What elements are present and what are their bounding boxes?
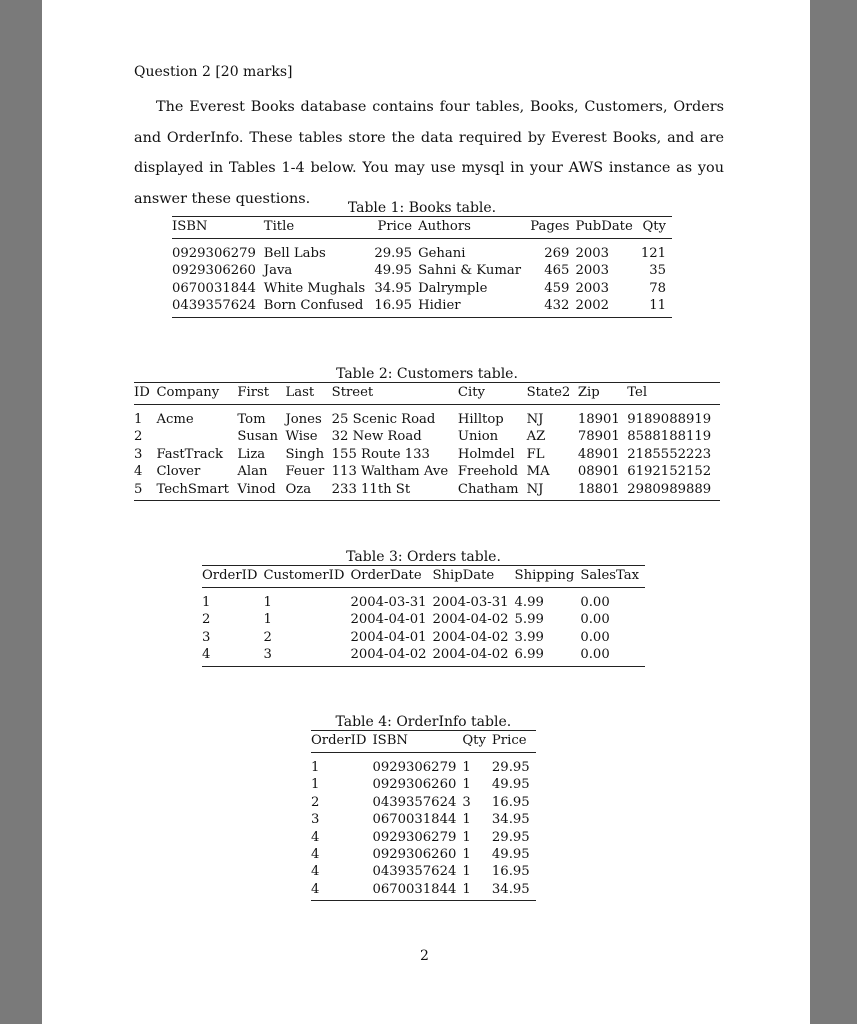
customers-table — [134, 366, 720, 501]
customers-cell — [156, 428, 237, 445]
customers-cell: Oza — [285, 481, 331, 501]
orderinfo-cell: 16.95 — [491, 794, 530, 810]
orders-cell: 6.99 — [515, 646, 581, 666]
customers-column-header: Last — [285, 383, 331, 405]
customers-cell: Liza — [237, 446, 266, 462]
customers-cell: 3 — [134, 446, 143, 462]
orderinfo-table-row — [311, 829, 536, 846]
customers-cell: Singh — [285, 446, 325, 462]
customers-cell: 1 — [134, 412, 143, 427]
orderinfo-cell: 0929306279 — [372, 829, 457, 845]
books-cell: 2003 — [575, 246, 609, 261]
books-cell: 269 — [544, 246, 570, 261]
books-cell: 2003 — [575, 263, 609, 279]
orderinfo-cell: 1 — [311, 760, 320, 775]
books-cell: White Mughals — [263, 280, 366, 296]
orders-cell: 5.99 — [514, 612, 544, 628]
orders-cell: 1 — [263, 612, 272, 628]
orderinfo-column-header: ISBN — [372, 731, 462, 753]
orderinfo-cell: 1 — [462, 829, 471, 845]
orderinfo-table-row — [311, 811, 536, 828]
customers-cell: 08901 — [577, 464, 620, 480]
orderinfo-column-header: Price — [492, 731, 536, 753]
orderinfo-cell: 29.95 — [491, 829, 530, 845]
orders-column-header: SalesTax — [580, 566, 645, 588]
orderinfo-table-row — [311, 753, 536, 777]
books-table — [172, 200, 672, 318]
orders-cell: 3 — [263, 646, 350, 666]
books-column-header: Title — [264, 217, 374, 239]
books-cell: 34.95 — [374, 280, 413, 296]
books-column-header: Price — [373, 217, 418, 239]
orderinfo-cell: 0439357624 — [372, 864, 457, 880]
orderinfo-table-caption: Table 4: OrderInfo table. — [335, 714, 512, 730]
orderinfo-cell: 1 — [462, 847, 471, 863]
orders-cell: 1 — [202, 595, 211, 610]
orders-cell: 0.00 — [580, 629, 610, 645]
books-column-header: PubDate — [575, 217, 640, 239]
customers-cell: Jones — [285, 412, 322, 427]
customers-cell: AZ — [526, 429, 546, 445]
customers-cell: FastTrack — [156, 446, 223, 462]
customers-table-row — [134, 446, 720, 463]
orders-cell: 4 — [202, 646, 263, 666]
orderinfo-table-row — [311, 881, 536, 901]
orders-column-header: ShipDate — [433, 566, 515, 588]
books-cell: 29.95 — [374, 246, 413, 261]
orders-table-row — [202, 629, 645, 646]
orderinfo-table-row — [311, 863, 536, 880]
customers-cell: Hilltop — [457, 412, 504, 427]
customers-cell: 9189088919 — [627, 412, 712, 427]
orders-column-header: CustomerID — [263, 566, 350, 588]
books-cell: 78 — [649, 280, 666, 296]
orders-table — [202, 549, 645, 667]
orders-cell: 0.00 — [580, 646, 645, 666]
books-cell: 35 — [649, 263, 666, 279]
orderinfo-cell: 1 — [462, 881, 492, 901]
books-column-header: Qty — [640, 217, 672, 239]
orders-cell: 2004-04-01 — [350, 612, 427, 628]
books-cell: Born Confused — [264, 297, 374, 317]
books-cell: 0439357624 — [172, 297, 264, 317]
orders-cell: 1 — [263, 595, 272, 610]
books-cell: 49.95 — [374, 263, 413, 279]
customers-cell: 4 — [134, 464, 143, 480]
customers-cell: 113 Waltham Ave — [331, 464, 449, 480]
customers-cell: Acme — [156, 412, 194, 427]
orders-cell: 2 — [202, 612, 211, 628]
orderinfo-cell: 1 — [462, 864, 471, 880]
orderinfo-cell: 0670031844 — [372, 812, 457, 828]
books-cell: 121 — [640, 246, 666, 261]
customers-cell: NJ — [526, 412, 544, 427]
books-table-caption: Table 1: Books table. — [347, 200, 497, 216]
customers-cell: FL — [526, 446, 545, 462]
orders-cell: 2004-04-02 — [433, 646, 515, 666]
customers-cell: 48901 — [577, 446, 620, 462]
books-cell: 465 — [544, 263, 570, 279]
question-heading: Question 2 [20 marks] — [134, 64, 293, 80]
orderinfo-column-header: Qty — [462, 731, 492, 753]
books-column-header: Authors — [418, 217, 529, 239]
orders-cell: 2004-04-02 — [432, 612, 509, 628]
orderinfo-cell: 0929306260 — [372, 777, 457, 793]
orderinfo-cell: 29.95 — [491, 760, 530, 775]
customers-column-header: State2 — [527, 383, 578, 405]
orderinfo-cell: 4 — [311, 881, 372, 901]
orders-table-row — [202, 611, 645, 628]
customers-cell: 155 Route 133 — [331, 446, 430, 462]
orders-table-row — [202, 588, 645, 612]
orders-cell: 0.00 — [580, 612, 610, 628]
books-cell: Gehani — [418, 246, 466, 261]
document-page — [42, 0, 810, 1024]
books-cell: 2002 — [575, 297, 640, 317]
orderinfo-cell: 0670031844 — [372, 881, 462, 901]
orders-cell: 2004-03-31 — [350, 595, 427, 610]
orderinfo-cell: 4 — [311, 864, 320, 880]
customers-cell: 2 — [134, 429, 143, 445]
books-cell: Dalrymple — [418, 280, 488, 296]
orders-cell: 0.00 — [580, 595, 610, 610]
customers-cell: Alan — [237, 464, 268, 480]
customers-column-header: City — [458, 383, 527, 405]
customers-column-header: First — [237, 383, 285, 405]
orderinfo-cell: 4 — [311, 829, 320, 845]
customers-cell: Holmdel — [457, 446, 515, 462]
orders-column-header: OrderDate — [350, 566, 432, 588]
orders-cell: 2 — [263, 629, 272, 645]
orders-cell: 3.99 — [514, 629, 544, 645]
intro-paragraph — [134, 92, 724, 214]
orderinfo-cell: 1 — [462, 777, 471, 793]
customers-cell: 2980989889 — [627, 481, 720, 501]
books-table-row — [172, 297, 672, 317]
orderinfo-cell: 0929306260 — [372, 847, 457, 863]
customers-cell: 8588188119 — [627, 429, 712, 445]
customers-table-row — [134, 463, 720, 480]
orderinfo-cell: 3 — [311, 812, 320, 828]
books-cell: 459 — [544, 280, 570, 296]
customers-cell: 233 11th St — [332, 481, 458, 501]
books-cell: 2003 — [575, 280, 609, 296]
orderinfo-table-row — [311, 794, 536, 811]
books-cell: 0929306279 — [172, 246, 256, 261]
books-table-row — [172, 280, 672, 297]
customers-table-caption: Table 2: Customers table. — [336, 366, 518, 382]
customers-table-row — [134, 428, 720, 445]
customers-table-row — [134, 405, 720, 429]
orders-column-header: OrderID — [202, 566, 263, 588]
orderinfo-table — [311, 714, 536, 901]
customers-cell: NJ — [527, 481, 578, 501]
books-cell: 11 — [640, 297, 672, 317]
books-table-row — [172, 239, 672, 263]
customers-cell: Union — [457, 429, 499, 445]
orderinfo-cell: 0929306279 — [372, 760, 457, 775]
customers-cell: TechSmart — [156, 481, 237, 501]
books-cell: 0670031844 — [172, 280, 256, 296]
orders-cell: 2004-03-31 — [432, 595, 509, 610]
customers-cell: Chatham — [458, 481, 527, 501]
customers-cell: 18901 — [577, 412, 620, 427]
orderinfo-cell: 2 — [311, 794, 320, 810]
customers-cell: Wise — [285, 429, 318, 445]
orderinfo-cell: 1 — [462, 812, 471, 828]
orders-cell: 4.99 — [514, 595, 544, 610]
customers-cell: Tom — [237, 412, 266, 427]
orders-cell: 2004-04-02 — [350, 646, 432, 666]
customers-cell: 6192152152 — [627, 464, 712, 480]
customers-column-header: Zip — [578, 383, 627, 405]
customers-cell: 2185552223 — [627, 446, 712, 462]
orderinfo-cell: 3 — [462, 794, 471, 810]
orders-cell: 2004-04-02 — [432, 629, 509, 645]
customers-table-row — [134, 481, 720, 501]
customers-cell: MA — [526, 464, 550, 480]
books-cell: Hidier — [418, 297, 529, 317]
customers-cell: Vinod — [237, 481, 285, 501]
orders-table-row — [202, 646, 645, 666]
orderinfo-column-header: OrderID — [311, 731, 372, 753]
orders-cell: 3 — [202, 629, 211, 645]
customers-cell: 78901 — [577, 429, 620, 445]
orders-cell: 2004-04-01 — [350, 629, 427, 645]
books-column-header: ISBN — [172, 217, 264, 239]
orderinfo-table-row — [311, 846, 536, 863]
orderinfo-cell: 4 — [311, 847, 320, 863]
books-cell: Java — [263, 263, 293, 279]
books-cell: Sahni & Kumar — [418, 263, 522, 279]
books-cell: 0929306260 — [172, 263, 256, 279]
customers-column-header: ID — [134, 383, 156, 405]
customers-column-header: Company — [156, 383, 237, 405]
orderinfo-cell: 1 — [311, 777, 320, 793]
books-column-header: Pages — [529, 217, 575, 239]
customers-cell: Susan — [237, 429, 279, 445]
customers-cell: Freehold — [457, 464, 519, 480]
books-cell: 16.95 — [373, 297, 418, 317]
customers-cell: 25 Scenic Road — [331, 412, 436, 427]
orderinfo-cell: 34.95 — [491, 812, 530, 828]
customers-column-header: Tel — [627, 383, 720, 405]
books-cell: 432 — [529, 297, 575, 317]
orders-column-header: Shipping — [515, 566, 581, 588]
orderinfo-cell: 16.95 — [491, 864, 530, 880]
orderinfo-table-row — [311, 776, 536, 793]
orderinfo-cell: 0439357624 — [372, 794, 457, 810]
customers-cell: Feuer — [285, 464, 325, 480]
orderinfo-cell: 1 — [462, 760, 471, 775]
orderinfo-cell: 49.95 — [491, 847, 530, 863]
page-number: 2 — [420, 948, 429, 964]
orders-table-caption: Table 3: Orders table. — [346, 549, 501, 565]
customers-cell: 5 — [134, 481, 156, 501]
intro-text: The Everest Books database contains four tables, Books, Customers, Orders and OrderInfo. These tables store the data required by Everest Books, and are displayed in Tables 1-4 below. You may use mysql in your AWS instance as you answer these questions. — [134, 99, 724, 207]
books-table-row — [172, 262, 672, 279]
customers-cell: Clover — [156, 464, 201, 480]
books-cell: Bell Labs — [263, 246, 326, 261]
orderinfo-cell: 34.95 — [492, 881, 536, 901]
customers-cell: 32 New Road — [331, 429, 422, 445]
orderinfo-cell: 49.95 — [491, 777, 530, 793]
customers-cell: 18801 — [578, 481, 627, 501]
customers-column-header: Street — [332, 383, 458, 405]
